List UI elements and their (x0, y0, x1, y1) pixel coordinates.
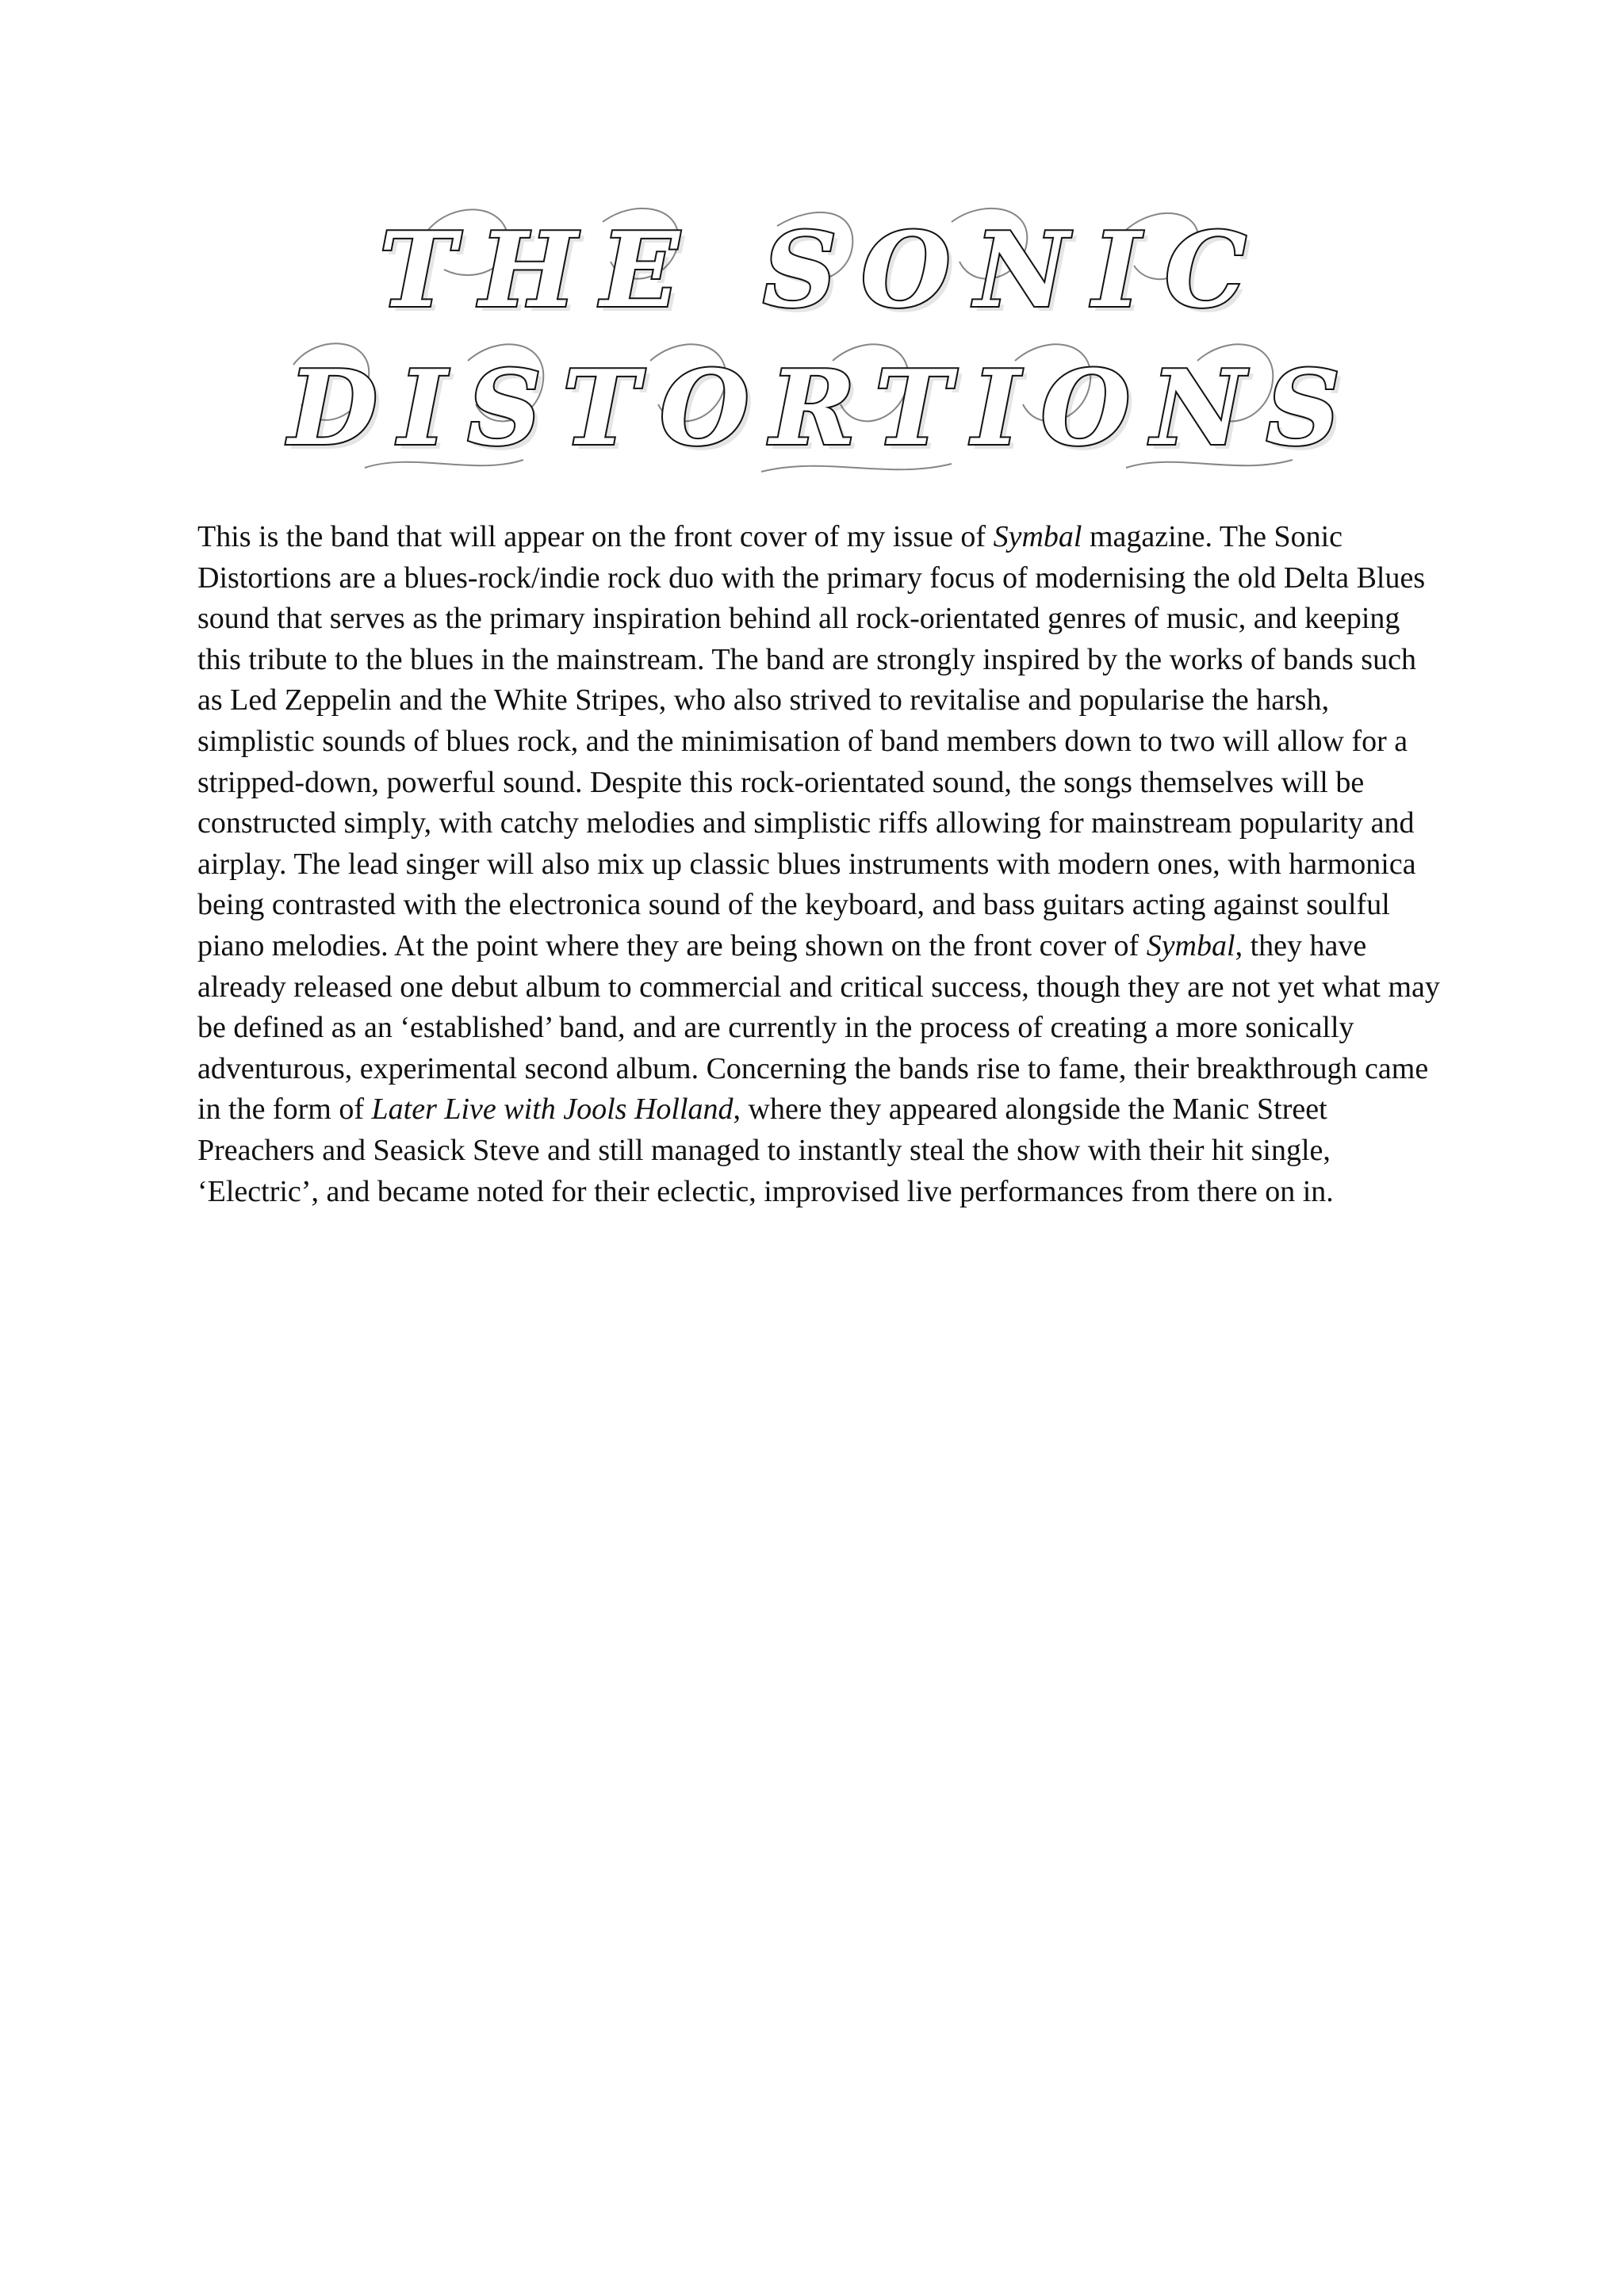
paragraph-text: , they have already released one debut album to commercial and critical success, though they are not yet what may be defined as an ‘established’ band, and are currently in the process of creating a more sonically adventurous, experimental second album. Concerning the bands rise to fame, their breakthrough came in the form of (197, 928, 1440, 1127)
paragraph-text: , where they appeared alongside the Manic Street Preachers and Seasick Steve and still managed to instantly steal the show with their hit single, ‘Electric’, and became noted for their eclectic, improvised live performances from there on in. (197, 1093, 1334, 1208)
paragraph-text: This is the band that will appear on the front cover of my issue of (197, 520, 994, 553)
magazine-name: Symbal (993, 520, 1082, 553)
magazine-name: Symbal (1146, 928, 1235, 962)
paragraph-text: magazine. The Sonic Distortions are a blues-rock/indie rock duo with the primary focus of modernising the old Delta Blues sound that serves as the primary inspiration behind all rock-orientated genres of music, and keeping this tribute to the blues in the mainstream. The band are strongly inspired by the works of bands such as Led Zeppelin and the White Stripes, who also strived to revitalise and popularise the harsh, simplistic sounds of blues rock, and the minimisation of band members down to two will allow for a stripped-down, powerful sound. Despite this rock-orientated sound, the songs themselves will be constructed simply, with catchy melodies and simplistic riffs allowing for mainstream popularity and airplay. The lead singer will also mix up classic blues instruments with modern ones, with harmonica being contrasted with the electronica sound of the keyboard, and bass guitars acting against soulful piano melodies. At the point where they are being shown on the front cover of (197, 520, 1426, 962)
title-line-distortions: DISTORTIONS (288, 347, 1362, 469)
decorative-title (270, 198, 1380, 480)
title-line-the-sonic: THE SONIC (378, 209, 1271, 331)
body-paragraph (197, 517, 1442, 1212)
tv-show-name: Later Live with Jools Holland (371, 1093, 733, 1127)
